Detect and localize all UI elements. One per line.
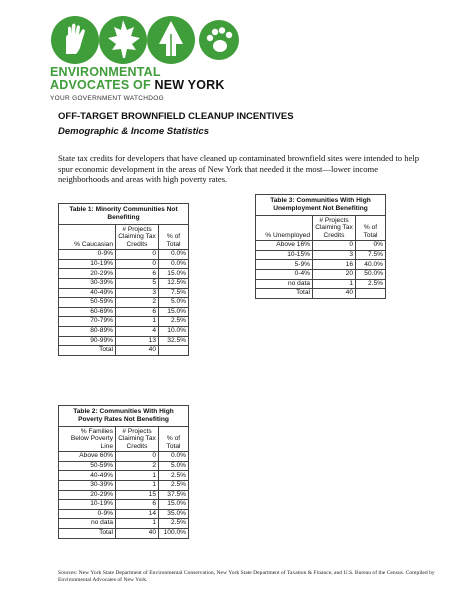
percent-of-total: 15.0% [159,500,189,510]
table-caption: Table 2: Communities With High Poverty Rates Not Benefiting [59,406,189,427]
row-label: 30-39% [59,279,116,289]
column-header: # Projects Claiming Tax Credits [116,427,159,452]
table-row [59,250,189,260]
column-header: % Caucasian [59,225,116,250]
table-row [59,336,189,346]
project-count: 0 [313,241,356,251]
project-count: 1 [116,317,159,327]
table-row [59,461,189,471]
percent-of-total: 15.0% [159,307,189,317]
row-label: Above 16% [256,241,313,251]
organization-name [50,66,225,92]
row-label: 10-19% [59,259,116,269]
intro-paragraph: State tax credits for developers that have cleaned up contaminated brownfield sites were intended to help spur economic development in the areas of New York that needed it the most—lower income neighborhoods and areas with high poverty rates. [58,153,420,184]
percent-of-total: 2.5% [159,471,189,481]
column-header: % Families Below Poverty Line [59,427,116,452]
table-row [59,452,189,462]
project-count: 3 [313,250,356,260]
row-label: 70-79% [59,317,116,327]
row-label: 90-99% [59,336,116,346]
table-row [59,326,189,336]
row-label: 20-29% [59,490,116,500]
project-count: 6 [116,307,159,317]
logo [50,14,240,71]
column-header: # Projects Claiming Tax Credits [116,225,159,250]
percent-of-total: 37.5% [159,490,189,500]
percent-of-total: 0.0% [159,250,189,260]
project-count: 5 [116,279,159,289]
percent-of-total: 10.0% [159,326,189,336]
org-line-2: ADVOCATES OF NEW YORK [50,78,225,92]
percent-of-total: 2.5% [159,519,189,529]
table-caption: Table 1: Minority Communities Not Benefiting [59,204,189,225]
project-count: 20 [313,270,356,280]
percent-of-total: 5.0% [159,461,189,471]
row-label: 40-49% [59,471,116,481]
table-row [59,490,189,500]
row-label: 5-9% [256,260,313,270]
percent-of-total: 2.5% [356,279,386,289]
project-count: 3 [116,288,159,298]
row-label: 0-9% [59,509,116,519]
row-label: 30-39% [59,481,116,491]
table-row [256,241,386,251]
percent-of-total: 7.5% [159,288,189,298]
leaf-icon [99,16,147,64]
column-header: % Unemployed [256,216,313,241]
table-caption: Table 3: Communities With High Unemployment Not Benefiting [256,195,386,216]
project-count: 4 [116,326,159,336]
project-count: 2 [116,298,159,308]
row-label: 40-49% [59,288,116,298]
percent-of-total: 12.5% [159,279,189,289]
table-row [256,270,386,280]
pawprint-icon [199,20,239,60]
table-row [59,279,189,289]
project-count: 0 [116,259,159,269]
table-row [59,471,189,481]
total-label: Total [59,528,116,538]
table-row [59,500,189,510]
org-line-1: ENVIRONMENTAL [50,65,161,79]
row-label: 0-9% [59,250,116,260]
row-label: 10-19% [59,500,116,510]
table-row [59,288,189,298]
project-count: 6 [116,269,159,279]
table-row [59,317,189,327]
total-value: 40 [116,528,159,538]
column-header: % of Total [159,427,189,452]
row-label: 60-69% [59,307,116,317]
project-count: 1 [116,471,159,481]
table-row [59,481,189,491]
percent-of-total: 2.5% [159,317,189,327]
percent-of-total: 32.5% [159,336,189,346]
table-row [59,298,189,308]
row-label: no data [59,519,116,529]
row-label: Above 60% [59,452,116,462]
row-label: 50-59% [59,461,116,471]
table-minority-communities [58,203,189,356]
percent-of-total: 0.0% [159,259,189,269]
tagline: YOUR GOVERNMENT WATCHDOG [50,95,164,102]
column-header: % of Total [159,225,189,250]
total-percent: 100.0% [159,528,189,538]
table-row [256,279,386,289]
percent-of-total: 40.0% [356,260,386,270]
project-count: 1 [313,279,356,289]
percent-of-total: 7.5% [356,250,386,260]
percent-of-total: 5.0% [159,298,189,308]
project-count: 2 [116,461,159,471]
table-row [59,259,189,269]
percent-of-total: 0.0% [159,452,189,462]
total-value: 40 [313,289,356,299]
project-count: 1 [116,519,159,529]
column-header: % of Total [356,216,386,241]
project-count: 16 [313,260,356,270]
table-poverty-communities [58,405,189,539]
table-unemployment-communities [255,194,386,299]
row-label: 50-59% [59,298,116,308]
table-row [256,250,386,260]
table-row [59,269,189,279]
total-label: Total [256,289,313,299]
column-header: # Projects Claiming Tax Credits [313,216,356,241]
row-label: 20-29% [59,269,116,279]
row-label: 0-4% [256,270,313,280]
project-count: 0 [116,452,159,462]
percent-of-total: 2.5% [159,481,189,491]
page-subtitle: Demographic & Income Statistics [58,126,209,137]
sources-note: Sources: New York State Department of Environmental Conservation, New York State Department of Taxation & Finance, and U.S. Bureau of the Census. Compiled by Environmental Advocates of New York. [58,570,435,583]
table-row [59,509,189,519]
percent-of-total: 15.0% [159,269,189,279]
row-label: 10-15% [256,250,313,260]
percent-of-total: 50.0% [356,270,386,280]
project-count: 1 [116,481,159,491]
project-count: 6 [116,500,159,510]
project-count: 0 [116,250,159,260]
table-row [59,519,189,529]
project-count: 15 [116,490,159,500]
table-row [256,260,386,270]
project-count: 14 [116,509,159,519]
project-count: 13 [116,336,159,346]
total-label: Total [59,346,116,356]
percent-of-total: 0% [356,241,386,251]
page-title: OFF-TARGET BROWNFIELD CLEANUP INCENTIVES [58,111,294,122]
percent-of-total: 35.0% [159,509,189,519]
hand-icon [51,16,99,64]
tree-icon [147,16,195,64]
row-label: 80-89% [59,326,116,336]
table-row [59,307,189,317]
row-label: no data [256,279,313,289]
total-value: 40 [116,346,159,356]
